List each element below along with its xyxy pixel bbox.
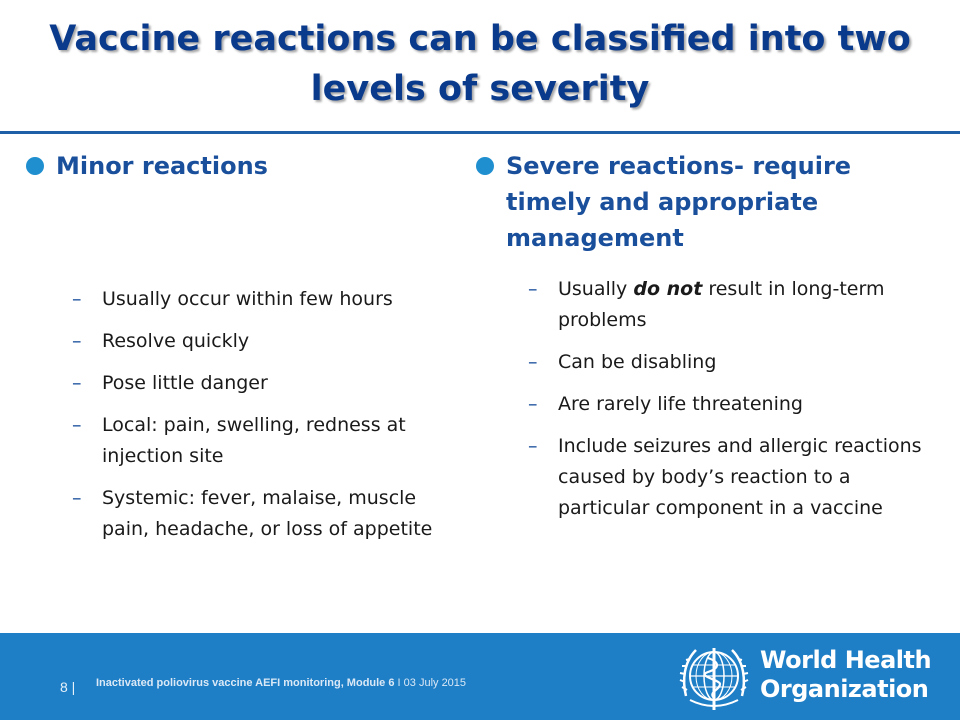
page-number: 8 | xyxy=(60,679,76,695)
dash-bullet: – xyxy=(72,330,82,352)
dash-bullet: – xyxy=(72,414,82,436)
dash-bullet: – xyxy=(528,351,538,373)
footer-separator: I xyxy=(394,677,404,689)
list-item xyxy=(72,483,456,545)
list-item xyxy=(72,368,456,399)
dash-bullet: – xyxy=(72,288,82,310)
who-logo-line1: World Health xyxy=(760,646,932,674)
list-item-text: Systemic: fever, malaise, muscle pain, headache, or loss of appetite xyxy=(102,487,433,540)
list-item xyxy=(528,347,926,378)
footer-module-text: Inactivated poliovirus vaccine AEFI monitoring, Module 6 xyxy=(96,677,395,689)
list-item xyxy=(72,326,456,357)
who-emblem-icon xyxy=(676,640,752,716)
list-item xyxy=(528,431,926,524)
bullet-dot-icon xyxy=(476,157,494,175)
dash-bullet: – xyxy=(528,393,538,415)
severe-reactions-column xyxy=(476,148,926,535)
severe-reactions-heading xyxy=(476,148,926,256)
footer-bar xyxy=(0,633,960,720)
list-item-text: Include seizures and allergic reactions caused by body’s reaction to a particular component in a vaccine xyxy=(558,435,922,519)
list-item-text-start: Usually xyxy=(558,278,634,300)
dash-bullet: – xyxy=(528,435,538,457)
title-divider xyxy=(0,131,960,134)
list-item xyxy=(528,274,926,336)
severe-reactions-list xyxy=(476,274,926,524)
list-item xyxy=(72,410,456,472)
minor-reactions-heading xyxy=(26,148,456,184)
minor-reactions-list xyxy=(26,284,456,545)
list-item-text xyxy=(558,274,926,336)
who-logo-line2: Organization xyxy=(760,675,929,703)
list-item-text-end: result in long-term problems xyxy=(558,278,885,331)
footer-date: 03 July 2015 xyxy=(403,677,467,689)
minor-reactions-column xyxy=(26,148,456,556)
dash-bullet: – xyxy=(72,372,82,394)
minor-heading-text: Minor reactions xyxy=(56,152,268,180)
list-item-text: Resolve quickly xyxy=(102,330,250,352)
slide-title: Vaccine reactions can be classified into two levels of severity xyxy=(49,19,911,109)
dash-bullet: – xyxy=(528,278,538,300)
list-item-text: Can be disabling xyxy=(558,351,717,373)
footer-caption xyxy=(96,673,526,693)
who-logo-text xyxy=(760,646,931,704)
severe-heading-text: Severe reactions- require timely and appropriate management xyxy=(506,152,852,252)
list-item-text: Are rarely life threatening xyxy=(558,393,803,415)
list-item-text: Local: pain, swelling, redness at injection site xyxy=(102,414,406,467)
bullet-dot-icon xyxy=(26,157,44,175)
list-item xyxy=(528,389,926,420)
list-item-text: Pose little danger xyxy=(102,372,268,394)
dash-bullet: – xyxy=(72,487,82,509)
list-item xyxy=(72,284,456,315)
list-item-text: Usually occur within few hours xyxy=(102,288,393,310)
emphasis-text: do not xyxy=(633,278,703,300)
